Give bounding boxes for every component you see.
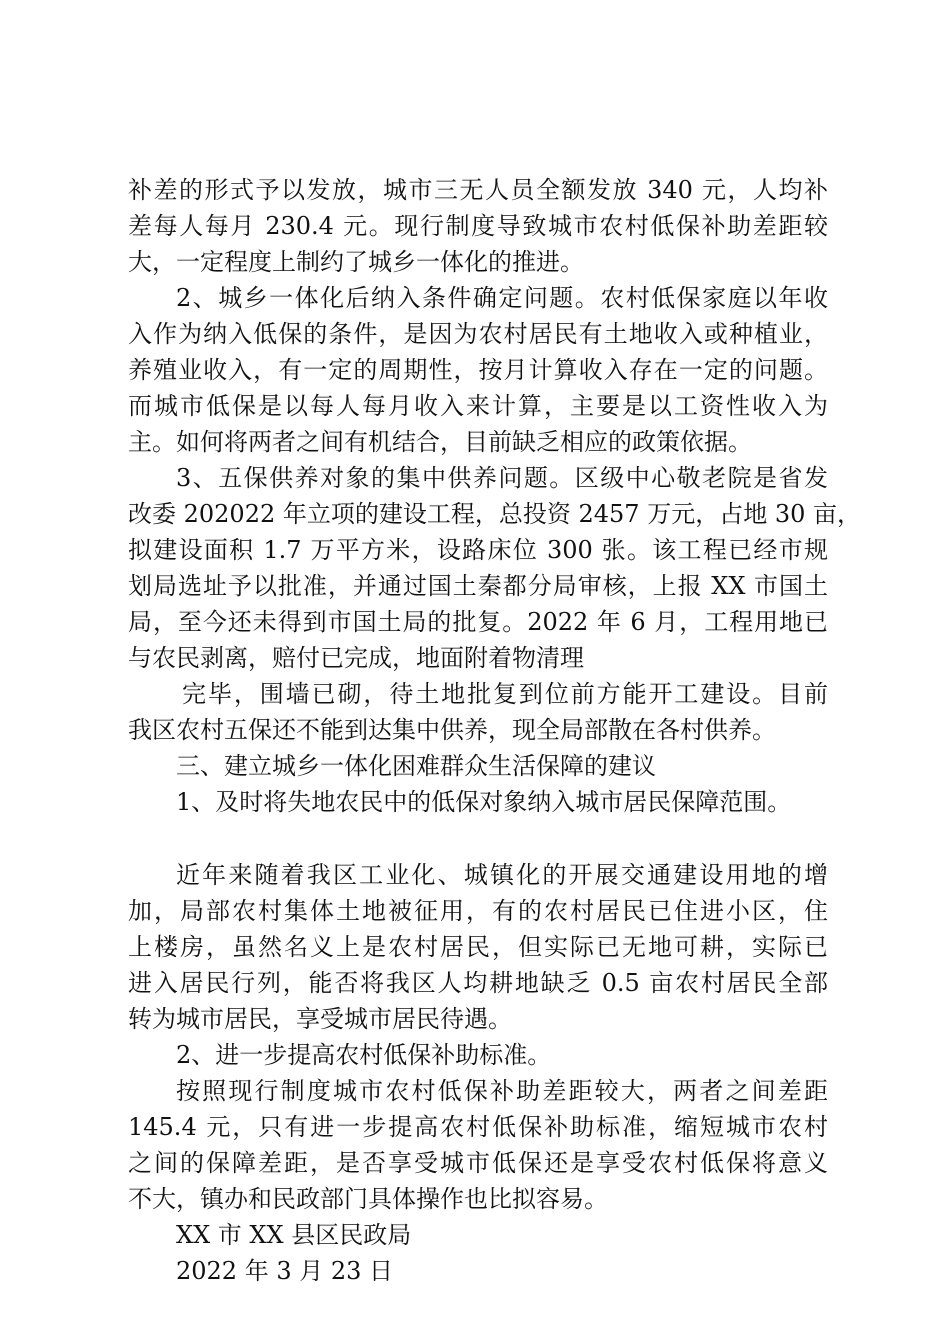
paragraph-line: 与农民剥离，赔付已完成，地面附着物清理 <box>128 644 584 672</box>
paragraph-line: 局，至今还未得到市国土局的批复。2022 年 6 月，工程用地已 <box>128 608 828 636</box>
paragraph-line: 加，局部农村集体土地被征用，有的农村居民已住进小区，住 <box>128 897 828 925</box>
paragraph-line: 完毕，围墙已砌，待土地批复到位前方能开工建设。目前 <box>182 680 828 708</box>
document-body <box>128 172 862 1289</box>
signature-date: 2022 年 3 月 23 日 <box>176 1257 394 1285</box>
paragraph-line: 近年来随着我区工业化、城镇化的开展交通建设用地的增 <box>176 861 828 889</box>
paragraph-line: 养殖业收入，有一定的周期性，按月计算收入存在一定的问题。 <box>128 356 828 384</box>
paragraph-line: 大，一定程度上制约了城乡一体化的推进。 <box>128 248 584 276</box>
blank-line <box>128 820 828 857</box>
paragraph-line: 我区农村五保还不能到达集中供养，现全局部散在各村供养。 <box>128 716 776 744</box>
paragraph-line: 2、城乡一体化后纳入条件确定问题。农村低保家庭以年收 <box>176 284 828 312</box>
paragraph-line: 划局选址予以批准，并通过国土秦都分局审核，上报 XX 市国土 <box>128 572 828 600</box>
paragraph-line: 差每人每月 230.4 元。现行制度导致城市农村低保补助差距较 <box>128 212 828 240</box>
paragraph-line: 之间的保障差距，是否享受城市低保还是享受农村低保将意义 <box>128 1149 828 1177</box>
subsection-heading: 1、及时将失地农民中的低保对象纳入城市居民保障范围。 <box>176 788 792 816</box>
paragraph-line: 不大，镇办和民政部门具体操作也比拟容易。 <box>128 1185 608 1213</box>
section-heading: 三、建立城乡一体化困难群众生活保障的建议 <box>176 752 656 780</box>
paragraph-line: 按照现行制度城市农村低保补助差距较大，两者之间差距 <box>176 1077 828 1105</box>
paragraph-line: 转为城市居民，享受城市居民待遇。 <box>128 1005 512 1033</box>
paragraph-line: 入作为纳入低保的条件，是因为农村居民有土地收入或种植业， <box>128 320 828 348</box>
paragraph-line: 补差的形式予以发放，城市三无人员全额发放 340 元，人均补 <box>128 176 828 204</box>
paragraph-line: 主。如何将两者之间有机结合，目前缺乏相应的政策依据。 <box>128 428 752 456</box>
paragraph-line: 145.4 元，只有进一步提高农村低保补助标准，缩短城市农村 <box>128 1113 828 1141</box>
paragraph-line: 拟建设面积 1.7 万平方米，设路床位 300 张。该工程已经市规 <box>128 536 828 564</box>
subsection-heading: 2、进一步提高农村低保补助标准。 <box>176 1041 552 1069</box>
paragraph-line: 而城市低保是以每人每月收入来计算，主要是以工资性收入为 <box>128 392 828 420</box>
paragraph-line: 3、五保供养对象的集中供养问题。区级中心敬老院是省发 <box>176 464 828 492</box>
paragraph-line: 进入居民行列，能否将我区人均耕地缺乏 0.5 亩农村居民全部 <box>128 969 828 997</box>
signature-organization: XX 市 XX 县区民政局 <box>176 1221 412 1249</box>
paragraph-line: 上楼房，虽然名义上是农村居民，但实际已无地可耕，实际已 <box>128 933 828 961</box>
paragraph-line: 改委 202022 年立项的建设工程，总投资 2457 万元，占地 30 亩， <box>128 500 862 528</box>
